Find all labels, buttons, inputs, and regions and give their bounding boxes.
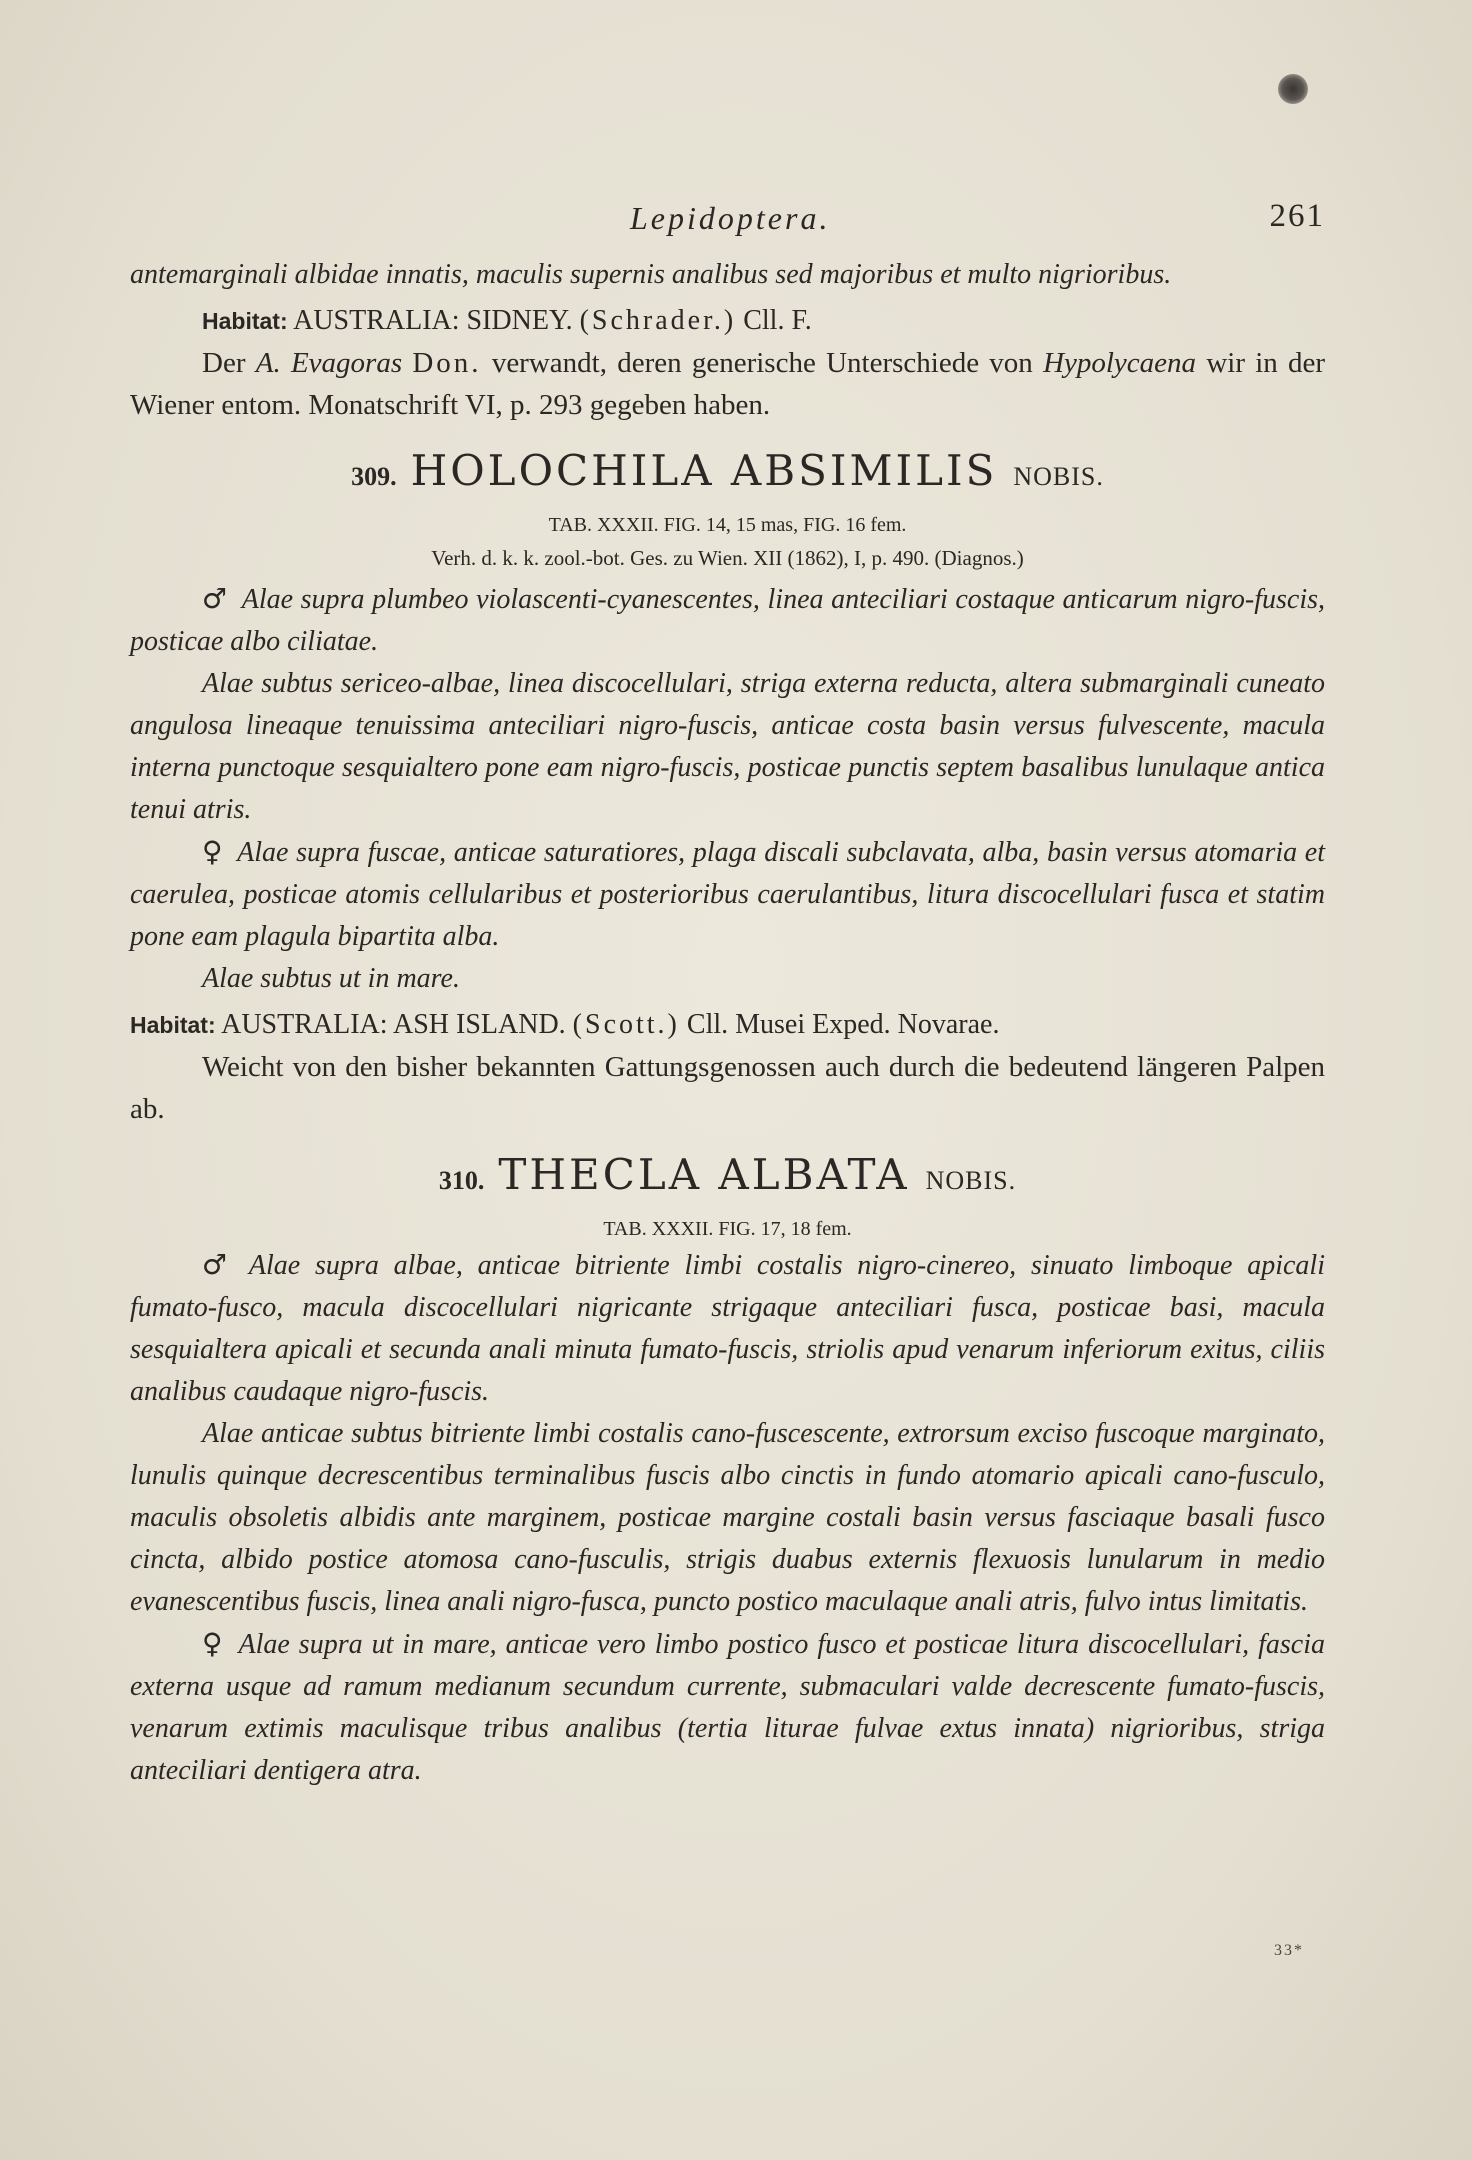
habitat-place: AUSTRALIA: SIDNEY. xyxy=(293,305,573,336)
remark-genus: Hypolycaena xyxy=(1043,347,1197,379)
remark-author: Don. xyxy=(412,347,482,379)
habitat-collector: (Scott.) xyxy=(572,1009,680,1040)
running-title: Lepidoptera. xyxy=(630,200,831,236)
remark-genus: A. Evagoras xyxy=(255,347,403,379)
species-number: 310. xyxy=(438,1166,485,1195)
species-author: NOBIS. xyxy=(1013,462,1104,491)
habitat-collector: (Schrader.) xyxy=(579,305,737,336)
species-310-male-under: Alae anticae subtus bitriente limbi costalis cano-fuscescente, extrorsum exciso fuscoque marginato, lunulis quinque decrescentibus terminalibus fuscis albo cinctis in fundo atomario apicali cano-fusculo, maculis obsoletis albidis ante marginem, posticae margine costali basin versus fasciaque basali fusco cincta, albido postice atomosa cano-fusculis, strigis duabus externis flexuosis lunularum in medio evanescentibus fuscis, linea anali nigro-fusca, puncto postico maculaque anali atris, fulvo intus limitatis. xyxy=(130,1418,1325,1617)
male-symbol-icon: ♂ xyxy=(202,1248,235,1281)
habitat-label: Habitat: xyxy=(202,308,288,334)
carryover-habitat xyxy=(130,300,1325,342)
description-text: Alae supra albae, anticae bitriente limbi costalis nigro-cinereo, sinuato limboque apicali fumato-fusco, macula discocellulari nigricante strigaque anteciliari fusca, posticae basi, macula sesquialtera apicali et secunda anali minuta fumato-fuscis, striolis apud venarum inferiorum exitus, ciliis analibus caudaque nigro-fuscis. xyxy=(130,1250,1325,1407)
description-text: Alae supra plumbeo violascenti-cyanescentes, linea anteciliari costaque anticarum nigro-fuscis, posticae albo ciliatae. xyxy=(130,584,1325,657)
species-name: THECLA ALBATA xyxy=(498,1150,910,1199)
habitat-collection: Cll. Musei Exped. Novarae. xyxy=(686,1009,1000,1040)
page-header xyxy=(130,190,1325,254)
habitat-place: AUSTRALIA: ASH ISLAND. xyxy=(221,1009,566,1040)
species-309-male-upper xyxy=(130,578,1325,663)
remark-text: Der xyxy=(202,347,246,379)
species-309-female-upper xyxy=(130,831,1325,958)
description-text: Alae supra ut in mare, anticae vero limbo postico fusco et posticae litura discocellulari, fascia externa usque ad ramum medianum secundum currente, submaculari valde decrescente fumato-fuscis, venarum extimis maculisque tribus analibus (tertia liturae fulvae extus innata) nigrioribus, striga anteciliari dentigera atra. xyxy=(130,1629,1325,1786)
habitat-label: Habitat: xyxy=(130,1012,216,1038)
species-310-male-upper xyxy=(130,1244,1325,1413)
habitat-collection: Cll. F. xyxy=(743,305,812,336)
species-309-male-under: Alae subtus sericeo-albae, linea discocellulari, striga externa reducta, altera submarginali cuneato angulosa lineaque tenuissima anteciliari nigro-fuscis, anticae costa basin versus fulvescente, macula interna punctoque sesquialtero pone eam nigro-fuscis, posticae punctis septem basalibus lunulaque antica tenui atris. xyxy=(130,668,1325,825)
species-309-reference: Verh. d. k. k. zool.-bot. Ges. zu Wien. XII (1862), I, p. 490. (Diagnos.) xyxy=(431,546,1024,570)
species-309-remark: Weicht von den bisher bekannten Gattungsgenossen auch durch die bedeutend längeren Palpen ab. xyxy=(130,1051,1325,1125)
species-name: HOLOCHILA ABSIMILIS xyxy=(410,446,998,495)
species-310-heading xyxy=(130,1146,1325,1214)
page-number: 261 xyxy=(1269,198,1325,234)
printer-signature: 33* xyxy=(1274,1942,1304,1959)
species-309-heading xyxy=(130,442,1325,510)
species-310-plate: TAB. XXXII. FIG. 17, 18 fem. xyxy=(603,1218,852,1240)
species-309-plate: TAB. XXXII. FIG. 14, 15 mas, FIG. 16 fem. xyxy=(548,514,907,536)
ink-blot xyxy=(1278,74,1308,104)
species-309-female-under: Alae subtus ut in mare. xyxy=(202,963,460,994)
carryover-latin: antemarginali albidae innatis, maculis supernis analibus sed majoribus et multo nigrioribus. xyxy=(130,259,1172,290)
species-309-habitat xyxy=(130,1004,1325,1046)
remark-text: verwandt, deren generische Unterschiede von xyxy=(491,347,1033,379)
male-symbol-icon: ♂ xyxy=(202,582,228,615)
remark-text: wir in der Wiener entom. Monatschrift VI, p. 293 gegeben haben. xyxy=(130,347,1326,421)
page-text xyxy=(130,190,1325,1792)
carryover-remark xyxy=(130,342,1325,426)
female-symbol-icon: ♀ xyxy=(202,1627,225,1660)
species-author: NOBIS. xyxy=(925,1166,1017,1195)
species-310-female-upper xyxy=(130,1623,1325,1792)
species-number: 309. xyxy=(351,462,397,491)
female-symbol-icon: ♀ xyxy=(202,835,224,868)
description-text: Alae supra fuscae, anticae saturatiores, plaga discali subclavata, alba, basin versus atomaria et caerulea, posticae atomis cellularibus et posterioribus caerulantibus, litura discocellulari fusca et statim pone eam plagula bipartita alba. xyxy=(130,837,1325,952)
